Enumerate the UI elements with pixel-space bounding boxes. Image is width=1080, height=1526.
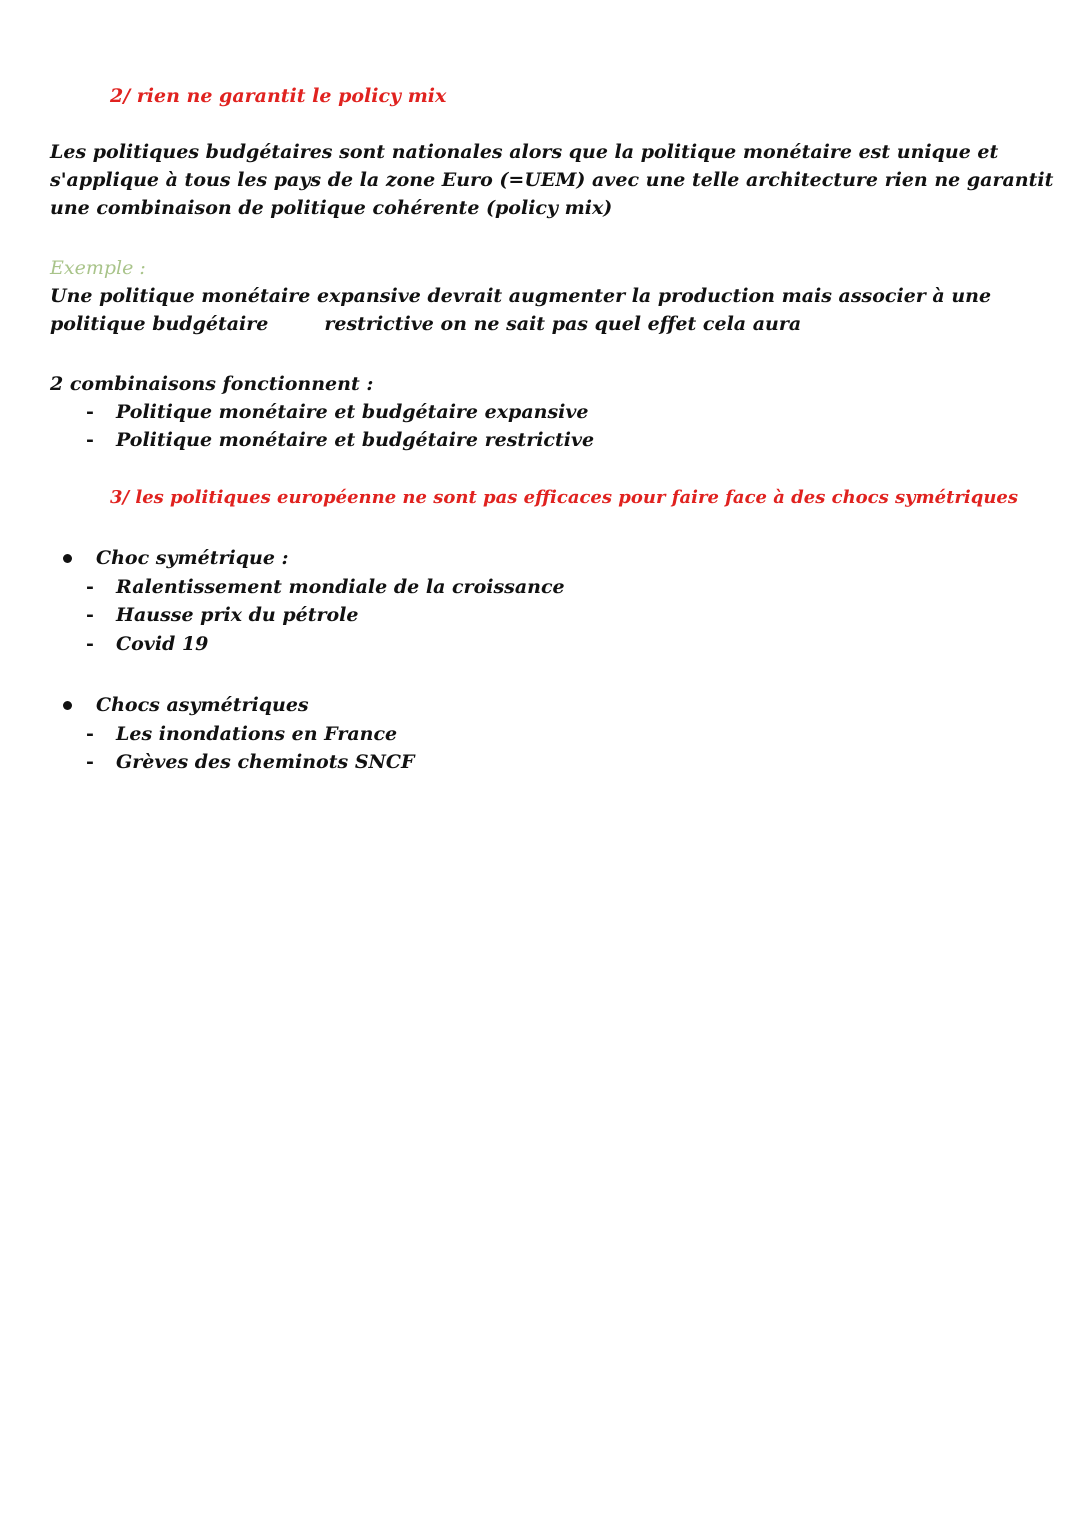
symmetric-title: Choc symétrique :	[96, 547, 289, 569]
asymmetric-item-2: Grèves des cheminots SNCF	[116, 751, 415, 773]
symmetric-dash-3: -	[86, 633, 94, 655]
example-line-2-part-a: politique budgétaire	[50, 313, 269, 335]
bullet-symmetric	[63, 554, 72, 563]
paragraph-line-1: Les politiques budgétaires sont nationales alors que la politique monétaire est unique et	[50, 141, 999, 163]
asymmetric-item-1: Les inondations en France	[116, 723, 398, 745]
asymmetric-dash-2: -	[86, 751, 94, 773]
section-2-heading: 2/ rien ne garantit le policy mix	[110, 85, 447, 107]
paragraph-line-2: s'applique à tous les pays de la zone Euro (=UEM) avec une telle architecture rien ne garantit	[50, 169, 1054, 191]
combo-dash-1: -	[86, 401, 94, 423]
bullet-asymmetric	[63, 701, 72, 710]
combo-item-1: Politique monétaire et budgétaire expansive	[116, 401, 589, 423]
symmetric-item-3: Covid 19	[116, 633, 209, 655]
example-line-1: Une politique monétaire expansive devrait augmenter la production mais associer à une	[50, 285, 992, 307]
paragraph-line-3: une combinaison de politique cohérente (policy mix)	[50, 197, 613, 219]
symmetric-dash-1: -	[86, 576, 94, 598]
asymmetric-title: Chocs asymétriques	[96, 694, 309, 716]
symmetric-item-2: Hausse prix du pétrole	[116, 604, 359, 626]
example-line-2	[50, 310, 801, 338]
symmetric-dash-2: -	[86, 604, 94, 626]
combo-item-2: Politique monétaire et budgétaire restrictive	[116, 429, 595, 451]
section-3-heading: 3/ les politiques européenne ne sont pas efficaces pour faire face à des chocs symétriques	[110, 487, 1019, 508]
example-label: Exemple :	[50, 257, 146, 279]
example-line-2-part-b: restrictive on ne sait pas quel effet cela aura	[324, 313, 802, 335]
symmetric-item-1: Ralentissement mondiale de la croissance	[116, 576, 565, 598]
asymmetric-dash-1: -	[86, 723, 94, 745]
combos-intro: 2 combinaisons fonctionnent :	[50, 373, 374, 395]
combo-dash-2: -	[86, 429, 94, 451]
